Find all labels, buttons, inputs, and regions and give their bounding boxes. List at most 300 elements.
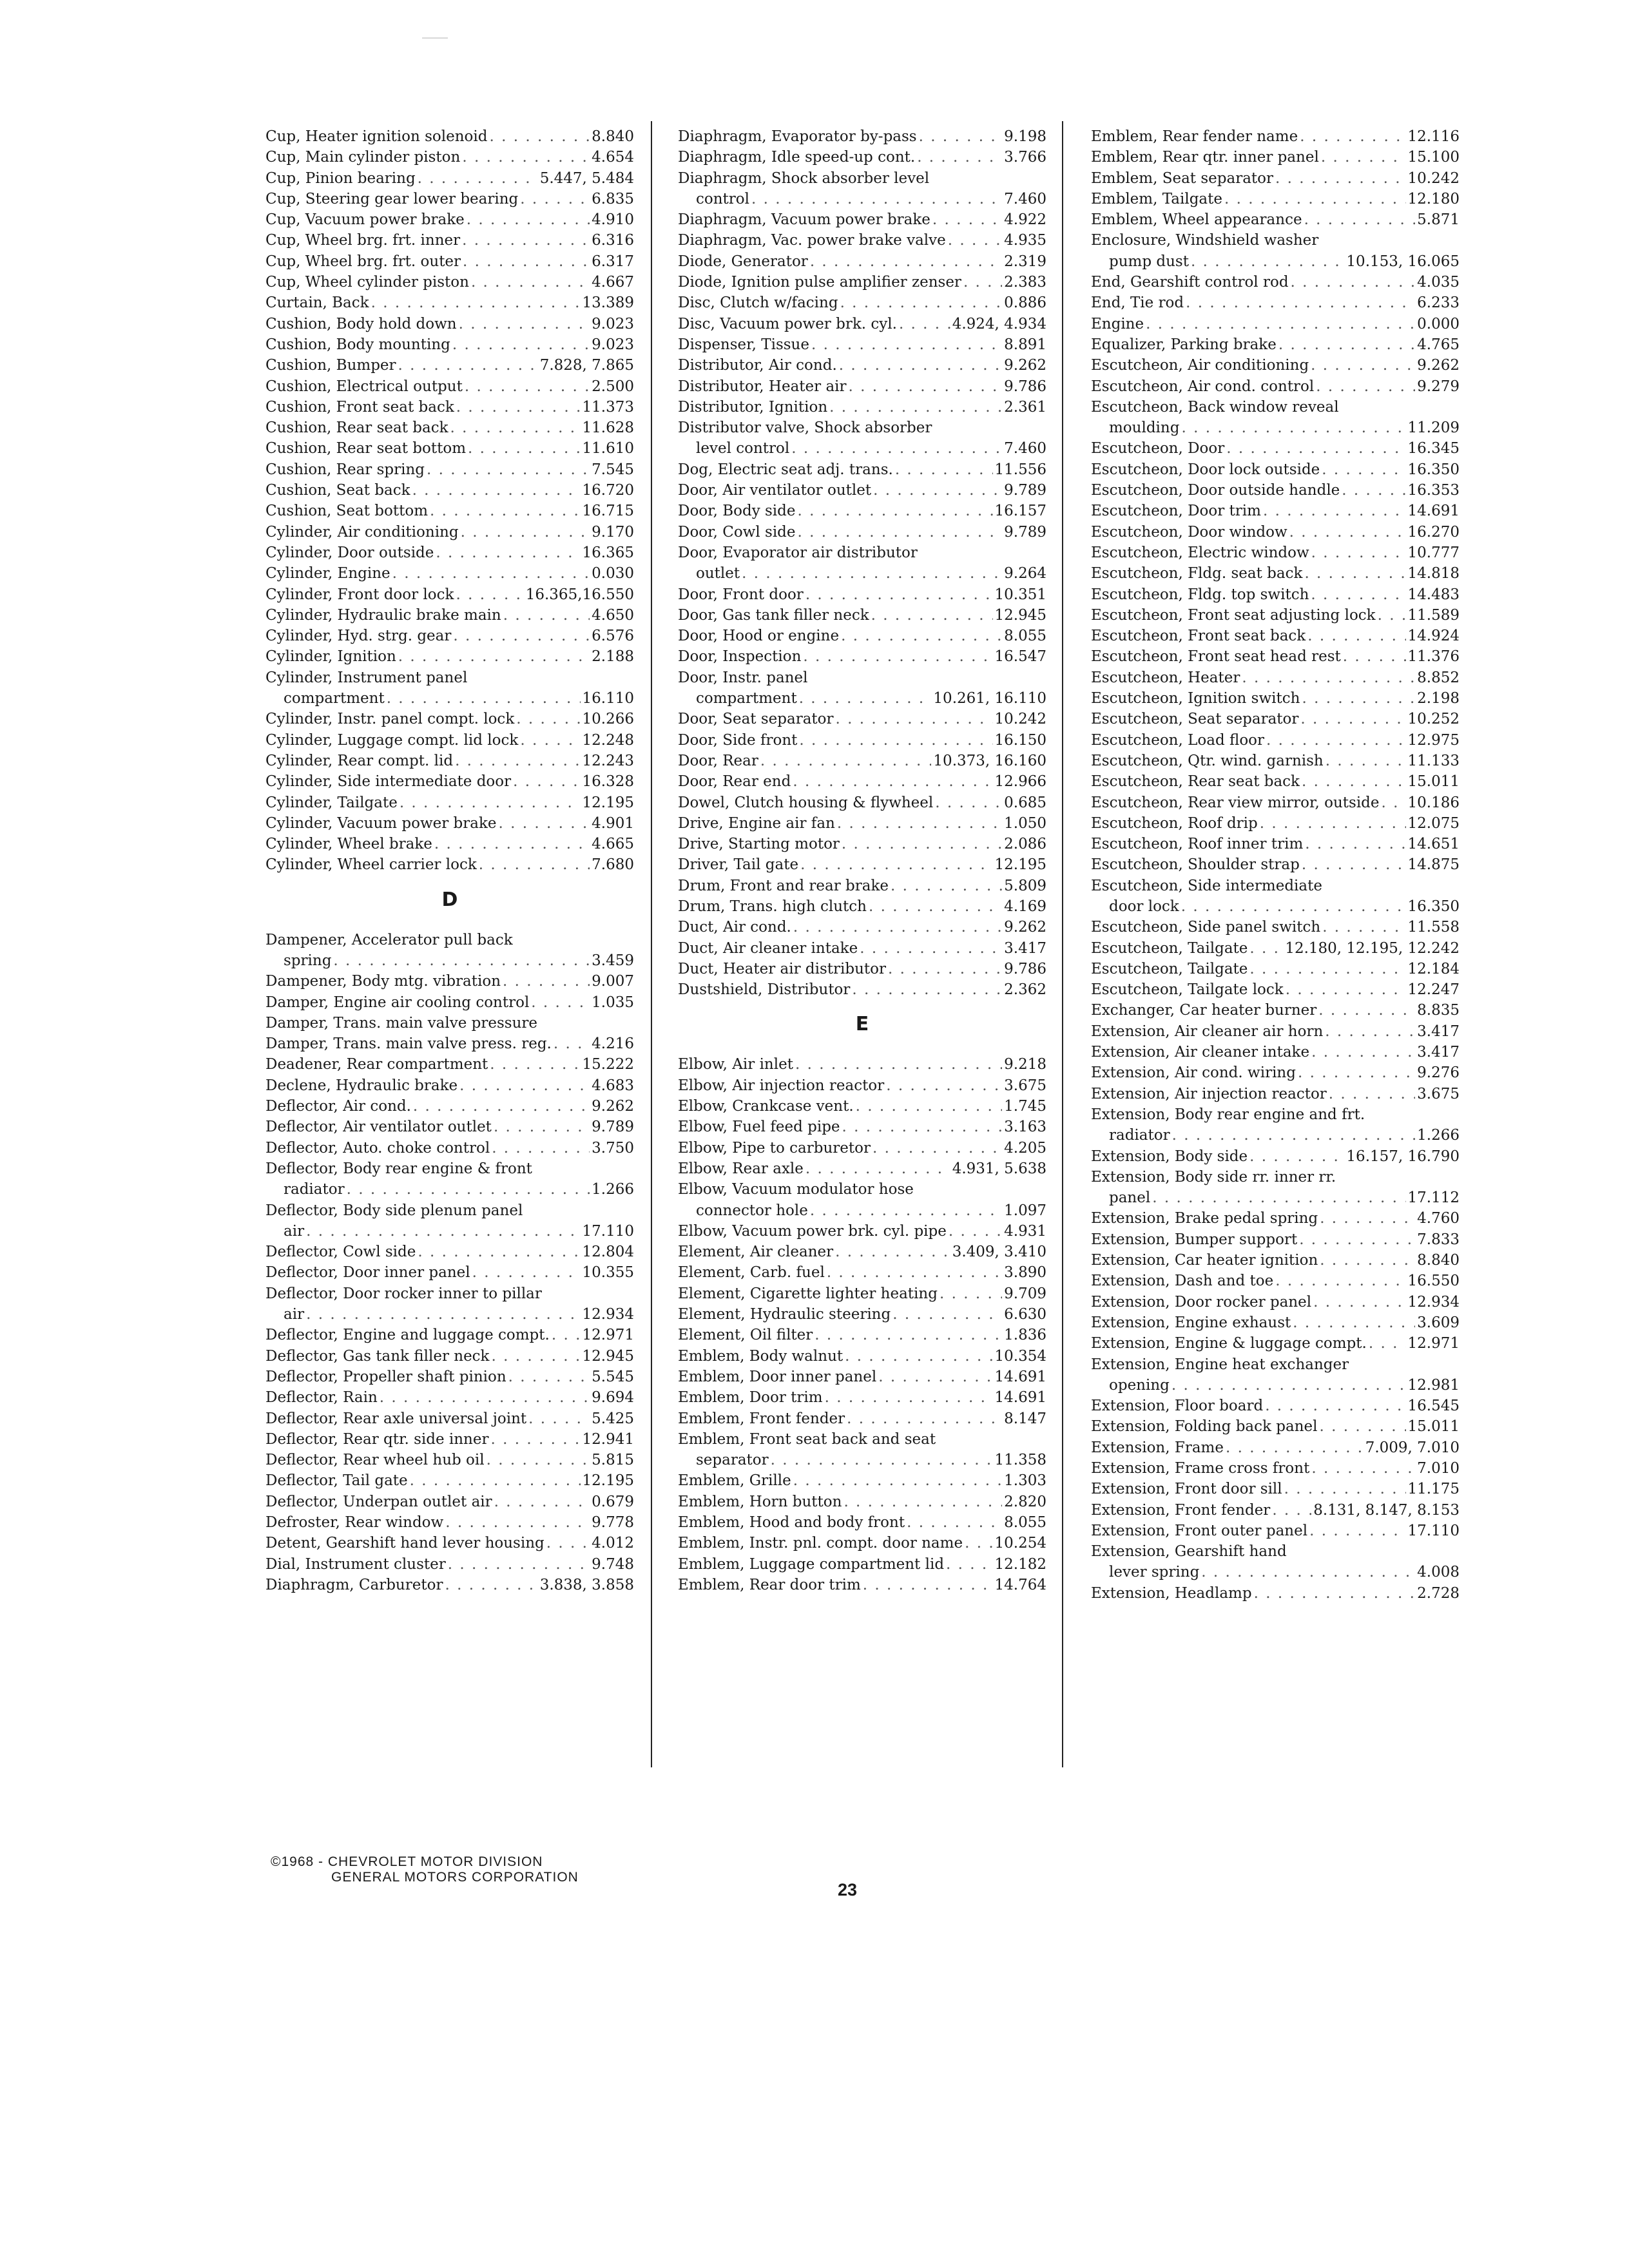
index-reference: 12.945 (994, 606, 1046, 624)
index-entry (1091, 1292, 1460, 1312)
index-reference: 16.157 (994, 503, 1046, 520)
leader-dots (1181, 896, 1406, 917)
index-reference: 4.760 (1417, 1210, 1460, 1227)
index-entry (1091, 459, 1460, 480)
leader-dots (1300, 709, 1405, 729)
index-term: Cushion, Electrical output (265, 378, 463, 395)
index-reference: 4.216 (592, 1035, 634, 1053)
index-column-2 (678, 126, 1046, 1595)
leader-dots (847, 1408, 1002, 1429)
index-entry (265, 1200, 634, 1221)
index-term: Cylinder, Instr. panel compt. lock (265, 711, 515, 728)
index-term: Elbow, Air injection reactor (678, 1077, 885, 1094)
leader-dots (919, 126, 1003, 147)
index-entry (678, 1304, 1046, 1325)
leader-dots (490, 1054, 580, 1075)
index-entry (678, 793, 1046, 813)
leader-dots (494, 1117, 590, 1137)
index-reference: 16.110 (582, 690, 634, 707)
index-term: Deflector, Underpan outlet air (265, 1493, 492, 1510)
index-entry (678, 1325, 1046, 1345)
index-reference: 12.934 (1407, 1293, 1460, 1311)
index-reference: 6.835 (592, 190, 634, 207)
index-entry (265, 501, 634, 521)
index-reference: 7.680 (592, 856, 634, 874)
leader-dots (1319, 1416, 1405, 1437)
leader-dots (827, 1262, 1002, 1283)
leader-dots (1249, 1146, 1344, 1167)
index-term: Door, Instr. panel (678, 669, 808, 686)
leader-dots (1299, 1229, 1415, 1250)
leader-dots (445, 1512, 590, 1533)
index-reference: 3.766 (1004, 149, 1046, 166)
leader-dots (1265, 1396, 1405, 1416)
index-entry (265, 1075, 634, 1096)
index-entry (1091, 1229, 1460, 1250)
index-term: Enclosure, Windshield washer (1091, 232, 1319, 249)
index-entry (678, 834, 1046, 854)
index-term: Door, Side front (678, 731, 798, 749)
leader-dots (1302, 771, 1406, 792)
index-entry (678, 1179, 1046, 1200)
leader-dots (1311, 1042, 1415, 1062)
index-term: Distributor, Air cond. (678, 357, 837, 374)
index-entry (678, 1450, 1046, 1470)
index-reference: 3.675 (1417, 1085, 1460, 1102)
index-entry (265, 1096, 634, 1117)
index-reference: 4.008 (1417, 1564, 1460, 1581)
index-term: Cylinder, Vacuum power brake (265, 814, 497, 832)
index-entry (1091, 438, 1460, 459)
index-reference: 11.558 (1407, 919, 1460, 936)
index-term: Extension, Engine & luggage compt. (1091, 1335, 1367, 1352)
index-term: Escutcheon, Roof drip (1091, 814, 1258, 832)
index-term: Curtain, Back (265, 294, 369, 312)
index-term: Escutcheon, Door (1091, 440, 1225, 457)
leader-dots (835, 1242, 950, 1262)
index-entry (1091, 1375, 1460, 1396)
index-term: Damper, Trans. main valve pressure (265, 1014, 538, 1032)
index-term: Cushion, Front seat back (265, 398, 454, 416)
index-reference: 14.483 (1407, 586, 1460, 603)
leader-dots (1311, 584, 1405, 605)
leader-dots (1171, 1375, 1406, 1396)
copyright-line: GENERAL MOTORS CORPORATION (331, 1870, 579, 1885)
index-term: Detent, Gearshift hand lever housing (265, 1535, 545, 1552)
index-reference: 9.778 (592, 1514, 634, 1531)
index-term: Disc, Vacuum power brk. cyl. (678, 315, 897, 332)
index-term: Escutcheon, Qtr. wind. garnish (1091, 752, 1324, 769)
index-term: radiator (1109, 1127, 1170, 1144)
index-reference: 2.198 (1417, 690, 1460, 707)
index-entry (678, 730, 1046, 751)
index-term: Escutcheon, Door trim (1091, 503, 1261, 520)
leader-dots (795, 1054, 1002, 1075)
index-reference: 4.683 (592, 1077, 634, 1094)
index-reference: 14.691 (994, 1389, 1046, 1407)
index-entry (265, 1429, 634, 1450)
index-term: Exchanger, Car heater burner (1091, 1002, 1317, 1019)
index-reference: 9.023 (592, 336, 634, 353)
index-entry (265, 626, 634, 646)
index-entry (1091, 730, 1460, 751)
index-term: Distributor, Heater air (678, 378, 847, 395)
index-reference: 9.262 (592, 1098, 634, 1115)
leader-dots (503, 971, 590, 992)
index-term: End, Tie rod (1091, 294, 1184, 312)
index-entry (678, 1554, 1046, 1575)
index-entry (1091, 688, 1460, 709)
index-reference: 1.050 (1004, 814, 1046, 832)
leader-dots (1302, 688, 1415, 709)
index-reference: 11.610 (582, 440, 634, 457)
index-term: Escutcheon, Back window reveal (1091, 398, 1339, 416)
index-term: Deflector, Engine and luggage compt. (265, 1327, 550, 1344)
index-entry (265, 1575, 634, 1595)
index-entry (265, 992, 634, 1013)
index-entry (678, 355, 1046, 376)
index-reference: 2.361 (1004, 398, 1046, 416)
leader-dots (886, 1075, 1002, 1096)
index-term: compartment (284, 690, 385, 707)
index-reference: 4.924, 4.934 (952, 315, 1046, 332)
index-term: Emblem, Front seat back and seat (678, 1430, 936, 1448)
index-reference: 16.547 (994, 648, 1046, 666)
index-term: Escutcheon, Tailgate (1091, 939, 1248, 957)
leader-dots (1226, 1437, 1364, 1458)
index-reference: 7.010 (1417, 1460, 1460, 1477)
index-reference: 4.765 (1417, 336, 1460, 353)
index-reference: 11.628 (582, 419, 634, 437)
index-entry (1091, 1167, 1460, 1187)
leader-dots (815, 1325, 1002, 1345)
index-term: Cushion, Body mounting (265, 336, 450, 353)
index-entry (1091, 397, 1460, 418)
leader-dots (1325, 1021, 1415, 1042)
index-reference: 4.012 (592, 1535, 634, 1552)
leader-dots (849, 376, 1003, 397)
index-entry (678, 1054, 1046, 1075)
leader-dots (891, 876, 1002, 896)
index-term: Cup, Wheel brg. frt. outer (265, 253, 461, 270)
leader-dots (798, 501, 993, 521)
index-reference: 3.609 (1417, 1314, 1460, 1331)
leader-dots (948, 230, 1002, 251)
index-reference: 0.685 (1004, 794, 1046, 811)
index-term: Duct, Air cond. (678, 919, 791, 936)
leader-dots (1316, 376, 1415, 397)
index-entry (1091, 272, 1460, 293)
leader-dots (917, 147, 1002, 168)
leader-dots (492, 1346, 581, 1367)
index-term: Emblem, Door inner panel (678, 1368, 877, 1385)
index-entry (1091, 584, 1460, 605)
index-term: Cup, Wheel cylinder piston (265, 274, 469, 291)
index-entry (1091, 876, 1460, 896)
index-term: connector hole (696, 1202, 808, 1219)
index-entry (1091, 1458, 1460, 1479)
index-term: Extension, Front door sill (1091, 1481, 1282, 1498)
index-reference: 6.233 (1417, 294, 1460, 312)
leader-dots (810, 251, 1002, 272)
index-entry (1091, 1125, 1460, 1146)
index-term: End, Gearshift control rod (1091, 274, 1289, 291)
index-entry (265, 1325, 634, 1345)
index-entry (1091, 1416, 1460, 1437)
index-reference: 8.891 (1004, 336, 1046, 353)
leader-dots (400, 793, 581, 813)
leader-dots (1307, 626, 1405, 646)
leader-dots (1329, 1084, 1415, 1104)
index-reference: 9.023 (592, 315, 634, 332)
leader-dots (1291, 272, 1416, 293)
index-reference: 12.075 (1407, 814, 1460, 832)
index-term: radiator (284, 1181, 345, 1198)
leader-dots (448, 1554, 590, 1575)
index-term: Cylinder, Wheel carrier lock (265, 856, 477, 874)
index-reference: 12.184 (1407, 960, 1460, 977)
index-reference: 10.242 (1407, 169, 1460, 187)
index-reference: 12.804 (582, 1244, 634, 1261)
index-entry (1091, 230, 1460, 251)
index-reference: 14.764 (994, 1576, 1046, 1593)
index-reference: 0.886 (1004, 294, 1046, 312)
index-term: Cylinder, Rear compt. lid (265, 752, 454, 769)
leader-dots (1289, 522, 1406, 543)
index-entry (265, 522, 634, 543)
leader-dots (940, 1283, 1002, 1304)
index-reference: 2.362 (1004, 981, 1046, 999)
leader-dots (892, 1304, 1002, 1325)
index-entry (678, 938, 1046, 959)
index-reference: 10.153, 16.065 (1346, 253, 1460, 270)
index-reference: 9.198 (1004, 128, 1046, 145)
leader-dots (1311, 1458, 1415, 1479)
index-term: Extension, Front outer panel (1091, 1522, 1308, 1539)
leader-dots (430, 501, 581, 521)
leader-dots (842, 834, 1002, 854)
index-entry (678, 1533, 1046, 1553)
index-term: Cushion, Body hold down (265, 315, 457, 332)
leader-dots (1152, 1187, 1405, 1208)
index-entry (678, 1492, 1046, 1512)
index-entry (265, 1408, 634, 1429)
leader-dots (1181, 418, 1405, 438)
index-entry (678, 230, 1046, 251)
column-divider (651, 121, 652, 1767)
index-term: Extension, Engine exhaust (1091, 1314, 1291, 1331)
index-reference: 8.840 (592, 128, 634, 145)
leader-dots (1286, 979, 1406, 1000)
index-entry (265, 1533, 634, 1553)
leader-dots (392, 563, 590, 584)
leader-dots (1302, 854, 1406, 875)
index-entry (1091, 1042, 1460, 1062)
index-reference: 8.131, 8.147, 8.153 (1313, 1501, 1460, 1519)
index-entry (678, 126, 1046, 147)
leader-dots (516, 709, 580, 729)
leader-dots (472, 1262, 581, 1283)
index-entry (678, 543, 1046, 563)
index-reference: 12.180, 12.195, 12.242 (1285, 939, 1460, 957)
index-reference: 8.840 (1417, 1252, 1460, 1269)
index-entry (678, 1242, 1046, 1262)
leader-dots (453, 626, 590, 646)
leader-dots (1249, 959, 1405, 979)
index-term: Damper, Engine air cooling control (265, 994, 530, 1011)
index-term: Diaphragm, Carburetor (265, 1576, 443, 1593)
index-term: panel (1109, 1189, 1151, 1207)
index-entry (265, 1158, 634, 1179)
index-term: Element, Hydraulic steering (678, 1306, 891, 1323)
index-entry (1091, 709, 1460, 729)
leader-dots (1311, 355, 1415, 376)
leader-dots (1242, 668, 1415, 688)
index-reference: 6.576 (592, 628, 634, 645)
index-reference: 10.261, 16.110 (933, 690, 1046, 707)
leader-dots (839, 355, 1002, 376)
index-entry (265, 293, 634, 313)
index-entry (678, 1096, 1046, 1117)
index-entry (265, 355, 634, 376)
index-entry (678, 189, 1046, 209)
index-term: Deflector, Gas tank filler neck (265, 1347, 490, 1365)
leader-dots (418, 1242, 580, 1262)
leader-dots (513, 771, 580, 792)
index-term: Extension, Air cleaner air horn (1091, 1023, 1324, 1040)
index-entry (265, 751, 634, 771)
index-entry (1091, 917, 1460, 937)
index-reference: 10.186 (1407, 794, 1460, 811)
leader-dots (1201, 1562, 1415, 1582)
leader-dots (554, 1033, 590, 1054)
leader-dots (1263, 501, 1406, 521)
leader-dots (805, 584, 993, 605)
index-entry (1091, 1479, 1460, 1499)
index-entry (1091, 1250, 1460, 1271)
index-term: Emblem, Tailgate (1091, 190, 1222, 207)
index-reference: 2.500 (592, 378, 634, 395)
leader-dots (1293, 1312, 1415, 1333)
index-entry (678, 646, 1046, 667)
index-entry (265, 1262, 634, 1283)
index-entry (1091, 355, 1460, 376)
leader-dots (863, 1575, 993, 1595)
leader-dots (452, 334, 590, 355)
index-reference: 8.835 (1417, 1002, 1460, 1019)
copyright-notice (271, 1854, 579, 1885)
index-entry (265, 376, 634, 397)
leader-dots (1343, 646, 1406, 667)
index-reference: 4.650 (592, 606, 634, 624)
index-term: Declene, Hydraulic brake (265, 1077, 458, 1094)
index-term: Diaphragm, Vacuum power brake (678, 211, 930, 229)
index-entry (265, 1367, 634, 1387)
index-reference: 2.820 (1004, 1493, 1046, 1510)
leader-dots (1322, 459, 1405, 480)
index-entry (1091, 209, 1460, 230)
leader-dots (450, 418, 581, 438)
index-term: Elbow, Crankcase vent. (678, 1098, 854, 1115)
index-entry (1091, 1562, 1460, 1582)
leader-dots (878, 1367, 992, 1387)
index-entry (678, 168, 1046, 189)
leader-dots (932, 209, 1002, 230)
index-reference: 3.459 (592, 952, 634, 969)
leader-dots (742, 563, 1002, 584)
index-entry (678, 1117, 1046, 1137)
index-term: Emblem, Body walnut (678, 1347, 843, 1365)
leader-dots (427, 459, 590, 480)
index-entry (1091, 334, 1460, 355)
index-term: Deflector, Auto. choke control (265, 1139, 490, 1157)
index-reference: 12.180 (1407, 190, 1460, 207)
leader-dots (552, 1325, 581, 1345)
index-entry (265, 584, 634, 605)
index-term: door lock (1109, 898, 1179, 915)
leader-dots (436, 543, 580, 563)
index-entry (265, 834, 634, 854)
index-entry (1091, 168, 1460, 189)
leader-dots (1272, 1500, 1311, 1521)
leader-dots (1266, 730, 1406, 751)
index-term: Drum, Trans. high clutch (678, 898, 867, 915)
index-entry (1091, 1271, 1460, 1291)
index-entry (678, 397, 1046, 418)
index-reference: 1.266 (1417, 1127, 1460, 1144)
leader-dots (1378, 605, 1406, 626)
leader-dots (499, 813, 590, 834)
index-term: Cylinder, Door outside (265, 544, 434, 561)
index-reference: 4.931, 5.638 (952, 1160, 1046, 1177)
leader-dots (459, 1075, 590, 1096)
index-reference: 4.169 (1004, 898, 1046, 915)
index-entry (265, 126, 634, 147)
index-entry (1091, 1208, 1460, 1229)
index-reference: 5.871 (1417, 211, 1460, 229)
leader-dots (1275, 1271, 1405, 1291)
index-reference: 4.667 (592, 274, 634, 291)
index-reference: 3.417 (1417, 1023, 1460, 1040)
index-term: Elbow, Rear axle (678, 1160, 804, 1177)
index-term: Door, Air ventilator outlet (678, 482, 872, 499)
index-reference: 16.270 (1407, 523, 1460, 541)
index-entry (265, 1387, 634, 1408)
index-reference: 9.694 (592, 1389, 634, 1407)
leader-dots (387, 688, 581, 709)
index-reference: 7.460 (1004, 190, 1046, 207)
index-term: Deflector, Air ventilator outlet (265, 1119, 492, 1136)
index-entry (1091, 126, 1460, 147)
leader-dots (503, 605, 590, 626)
leader-dots (869, 896, 1002, 917)
index-reference: 11.376 (1407, 648, 1460, 666)
leader-dots (825, 1387, 993, 1408)
leader-dots (836, 709, 993, 729)
index-entry (678, 1221, 1046, 1242)
index-entry (678, 147, 1046, 168)
index-entry (1091, 314, 1460, 334)
index-term: Drum, Front and rear brake (678, 877, 889, 894)
index-entry (678, 1200, 1046, 1221)
index-entry (678, 959, 1046, 979)
leader-dots (465, 376, 590, 397)
index-reference: 16.157, 16.790 (1346, 1148, 1460, 1165)
index-term: Emblem, Door trim (678, 1389, 823, 1407)
index-entry (265, 459, 634, 480)
index-reference: 11.556 (994, 461, 1046, 478)
index-entry (1091, 854, 1460, 875)
